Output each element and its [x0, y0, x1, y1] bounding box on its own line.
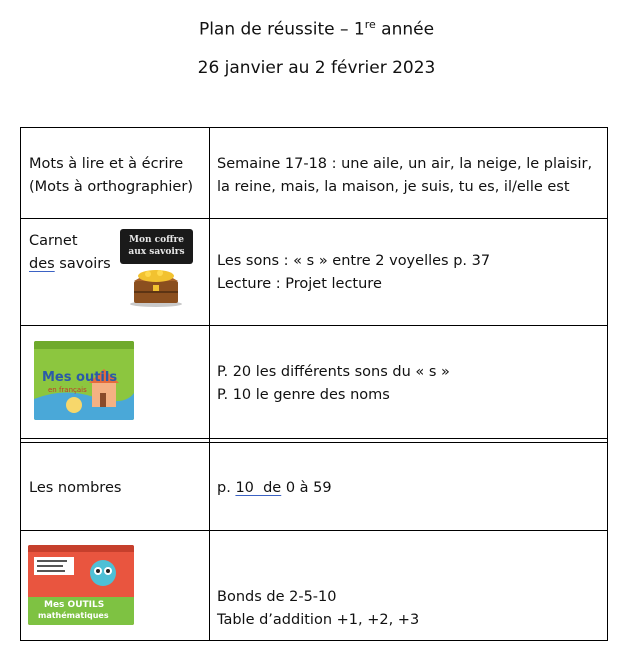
- table-border-right: [607, 127, 608, 641]
- row-nombres-label: Les nombres: [29, 480, 122, 496]
- row-divider: [20, 325, 608, 326]
- page-dates: 26 janvier au 2 février 2023: [197, 58, 436, 78]
- row-outils-francais-content: P. 20 les différents sons du « s » P. 10 le genre des noms: [217, 364, 450, 403]
- svg-text:aux savoirs: aux savoirs: [128, 247, 185, 257]
- column-divider: [209, 127, 210, 641]
- section-divider: [20, 438, 608, 439]
- row-divider: [20, 218, 608, 219]
- row-outils-maths-content: Bonds de 2-5-10 Table d’addition +1, +2, +3: [217, 589, 420, 628]
- table-border-top: [20, 127, 608, 128]
- mes-outils-maths-book-image: [28, 545, 134, 625]
- svg-text:Mes OUTILS: Mes OUTILS: [44, 600, 105, 610]
- svg-text:Mon coffre: Mon coffre: [129, 235, 184, 245]
- row-divider: [20, 530, 608, 531]
- row-words-content: Semaine 17-18 : une aile, un air, la neige, le plaisir, la reine, mais, la maison, je suis, tu es, il/elle est: [217, 156, 593, 195]
- row-words-label: Mots à lire et à écrire (Mots à orthographier): [29, 156, 193, 195]
- svg-text:Mes outils: Mes outils: [42, 370, 118, 385]
- page-title: Plan de réussite – 1re année: [198, 18, 435, 40]
- row-nombres-content: p. 10 de 0 à 59: [217, 480, 332, 496]
- table-border-bottom: [20, 640, 608, 641]
- svg-text:en français: en français: [48, 386, 87, 394]
- table-border-left: [20, 127, 21, 641]
- section-divider: [20, 442, 608, 443]
- mes-outils-francais-book-image: [34, 341, 134, 420]
- coffre-savoirs-book-image: [120, 229, 193, 307]
- row-carnet-content: Les sons : « s » entre 2 voyelles p. 37 Lecture : Projet lecture: [217, 253, 491, 292]
- row-carnet-label: Carnet des savoirs: [29, 233, 111, 272]
- svg-text:mathématiques: mathématiques: [38, 611, 109, 620]
